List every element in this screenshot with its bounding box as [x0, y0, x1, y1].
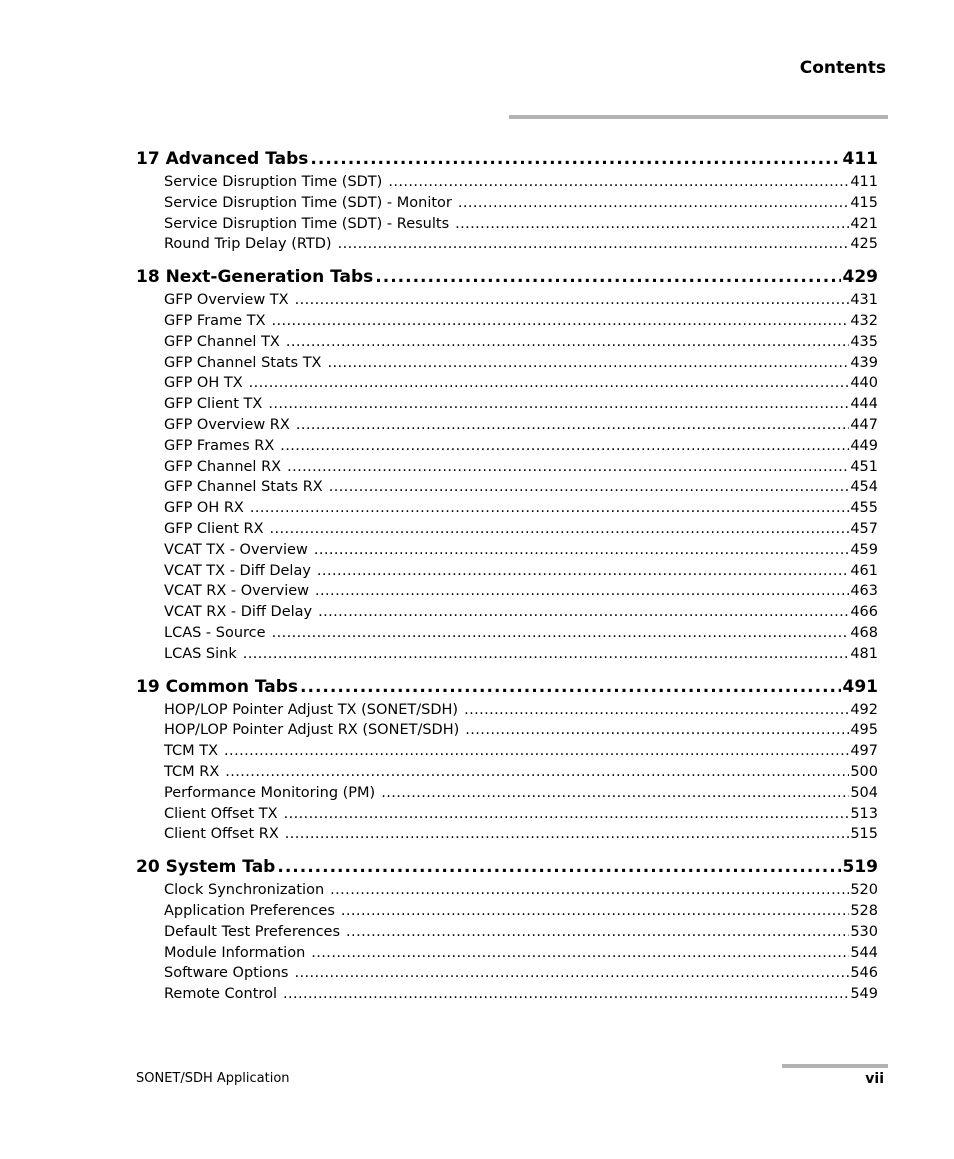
toc-entry[interactable] — [136, 602, 878, 623]
toc-entry-page: 449 — [850, 437, 878, 454]
toc-entry-page: 455 — [850, 500, 878, 517]
toc-dot-leader — [329, 477, 850, 498]
toc-dot-leader — [375, 265, 840, 289]
page-header-title: Contents — [799, 58, 886, 78]
toc-chapter-page: 519 — [842, 857, 878, 878]
toc-entry[interactable] — [136, 720, 878, 741]
toc-entry-page: 497 — [850, 743, 878, 760]
toc-entry[interactable] — [136, 477, 878, 498]
toc-entry[interactable] — [136, 519, 878, 540]
toc-entry-label: Client Offset RX — [164, 826, 279, 843]
toc-dot-leader — [280, 436, 849, 457]
toc-entry-page: 425 — [850, 236, 878, 253]
toc-entry[interactable] — [136, 311, 878, 332]
toc-entry-label: TCM TX — [164, 743, 219, 760]
toc-entry-page: 439 — [850, 354, 878, 371]
toc-entry-page: 457 — [850, 520, 878, 537]
toc-entry-label: GFP Channel TX — [164, 333, 280, 350]
toc-chapter-heading[interactable] — [136, 855, 878, 879]
toc-dot-leader — [272, 311, 850, 332]
toc-chapter-title: 19 Common Tabs — [136, 676, 299, 697]
toc-entry[interactable] — [136, 415, 878, 436]
toc-entry-label: HOP/LOP Pointer Adjust RX (SONET/SDH) — [164, 722, 460, 739]
toc-entry-label: GFP Overview TX — [164, 292, 289, 309]
toc-dot-leader — [465, 720, 849, 741]
toc-entry-page: 466 — [850, 604, 878, 621]
toc-entry[interactable] — [136, 394, 878, 415]
toc-entry[interactable] — [136, 984, 878, 1005]
toc-entry-label: GFP Frames RX — [164, 437, 275, 454]
toc-dot-leader — [458, 193, 849, 214]
toc-entry-label: Client Offset TX — [164, 805, 278, 822]
toc-entry[interactable] — [136, 963, 878, 984]
toc-entry-page: 415 — [850, 194, 878, 211]
toc-entry-label: GFP OH TX — [164, 375, 243, 392]
toc-entry-label: LCAS Sink — [164, 645, 237, 662]
toc-dot-leader — [464, 700, 849, 721]
toc-chapter — [136, 265, 878, 664]
toc-entry-label: GFP Client RX — [164, 520, 264, 537]
toc-dot-leader — [294, 963, 849, 984]
toc-entry-page: 444 — [850, 396, 878, 413]
toc-entry-page: 463 — [850, 583, 878, 600]
toc-entry[interactable] — [136, 234, 878, 255]
toc-entry-label: Performance Monitoring (PM) — [164, 784, 376, 801]
toc-entry[interactable] — [136, 172, 878, 193]
toc-entry-label: Application Preferences — [164, 902, 335, 919]
toc-entry[interactable] — [136, 436, 878, 457]
toc-chapter — [136, 675, 878, 846]
toc-dot-leader — [250, 498, 849, 519]
toc-entry[interactable] — [136, 762, 878, 783]
toc-entry-page: 500 — [850, 763, 878, 780]
toc-entry-page: 454 — [850, 479, 878, 496]
toc-dot-leader — [295, 290, 850, 311]
toc-dot-leader — [318, 602, 849, 623]
toc-dot-leader — [286, 332, 849, 353]
toc-entry-label: Service Disruption Time (SDT) - Monitor — [164, 194, 452, 211]
toc-dot-leader — [311, 943, 849, 964]
toc-entry-page: 544 — [850, 944, 878, 961]
header-divider — [509, 115, 888, 119]
toc-chapter-page: 411 — [842, 149, 878, 169]
toc-entry-page: 530 — [850, 923, 878, 940]
toc-entry[interactable] — [136, 943, 878, 964]
toc-entry[interactable] — [136, 214, 878, 235]
toc-entry[interactable] — [136, 290, 878, 311]
toc-entry-page: 504 — [850, 784, 878, 801]
toc-entry-label: GFP Frame TX — [164, 312, 266, 329]
toc-entry-page: 468 — [850, 624, 878, 641]
toc-entry-page: 528 — [850, 902, 878, 919]
toc-entry-page: 411 — [850, 174, 878, 190]
toc-entry[interactable] — [136, 922, 878, 943]
toc-entry-label: GFP OH RX — [164, 500, 244, 517]
toc-chapter-heading[interactable] — [136, 675, 878, 699]
toc-chapter-page: 491 — [842, 676, 878, 697]
toc-entry-label: TCM RX — [164, 763, 220, 780]
toc-entry[interactable] — [136, 353, 878, 374]
toc-entry[interactable] — [136, 193, 878, 214]
toc-entry[interactable] — [136, 901, 878, 922]
toc-dot-leader — [296, 415, 849, 436]
toc-dot-leader — [249, 373, 850, 394]
toc-entry-label: VCAT TX - Diff Delay — [164, 562, 311, 579]
toc-entry-label: Module Information — [164, 944, 306, 961]
toc-entry[interactable] — [136, 741, 878, 762]
toc-dot-leader — [341, 901, 849, 922]
toc-entry-label: GFP Channel Stats TX — [164, 354, 322, 371]
toc-dot-leader — [243, 644, 850, 665]
toc-dot-leader — [310, 147, 840, 171]
toc-chapter-title: 17 Advanced Tabs — [136, 149, 309, 169]
toc-entry-page: 435 — [850, 333, 878, 350]
toc-entry-label: Service Disruption Time (SDT) - Results — [164, 215, 450, 232]
toc-entry[interactable] — [136, 783, 878, 804]
toc-entry-page: 492 — [850, 701, 878, 718]
toc-chapter-title: 20 System Tab — [136, 857, 276, 878]
toc-entry-page: 451 — [850, 458, 878, 475]
toc-dot-leader — [330, 880, 849, 901]
toc-entry[interactable] — [136, 457, 878, 478]
toc-entry-label: LCAS - Source — [164, 624, 266, 641]
toc-entry-label: VCAT RX - Overview — [164, 583, 310, 600]
toc-dot-leader — [346, 922, 849, 943]
toc-entry-label: Round Trip Delay (RTD) — [164, 236, 332, 253]
toc-entry-page: 481 — [850, 645, 878, 662]
toc-dot-leader — [300, 675, 840, 699]
toc-entry-label: Remote Control — [164, 986, 277, 1003]
toc-entry[interactable] — [136, 824, 878, 845]
footer-document-title: SONET/SDH Application — [136, 1071, 290, 1086]
toc-entry[interactable] — [136, 880, 878, 901]
toc-dot-leader — [225, 762, 849, 783]
toc-dot-leader — [272, 623, 850, 644]
toc-entry-page: 431 — [850, 292, 878, 309]
toc-entry-label: Default Test Preferences — [164, 923, 341, 940]
toc-entry-page: 513 — [850, 805, 878, 822]
toc-entry-label: GFP Channel Stats RX — [164, 479, 323, 496]
toc-entry[interactable] — [136, 700, 878, 721]
toc-dot-leader — [455, 214, 849, 235]
toc-entry-label: GFP Client TX — [164, 396, 263, 413]
toc-entry-label: Service Disruption Time (SDT) — [164, 174, 383, 190]
table-of-contents — [136, 147, 878, 1015]
toc-dot-leader — [317, 561, 849, 582]
toc-entry-label: GFP Channel RX — [164, 458, 282, 475]
toc-entry-page: 461 — [850, 562, 878, 579]
toc-dot-leader — [388, 172, 849, 193]
toc-entry-page: 459 — [850, 541, 878, 558]
toc-entry-page: 432 — [850, 312, 878, 329]
toc-chapter-heading[interactable] — [136, 265, 878, 289]
footer-page-number: vii — [865, 1071, 884, 1087]
toc-dot-leader — [270, 519, 850, 540]
toc-entry-page: 495 — [850, 722, 878, 739]
toc-entry[interactable] — [136, 644, 878, 665]
toc-chapter — [136, 147, 878, 255]
toc-entry-page: 440 — [850, 375, 878, 392]
toc-dot-leader — [315, 581, 849, 602]
toc-entry-page: 520 — [850, 882, 878, 899]
toc-dot-leader — [268, 394, 849, 415]
toc-entry-page: 421 — [850, 215, 878, 232]
toc-entry-page: 546 — [850, 965, 878, 982]
toc-dot-leader — [285, 824, 850, 845]
toc-chapter-page: 429 — [842, 267, 878, 288]
toc-entry-label: HOP/LOP Pointer Adjust TX (SONET/SDH) — [164, 701, 459, 718]
toc-dot-leader — [338, 234, 850, 255]
toc-entry-label: VCAT RX - Diff Delay — [164, 604, 313, 621]
toc-entry-page: 549 — [850, 986, 878, 1003]
toc-entry-label: VCAT TX - Overview — [164, 541, 308, 558]
toc-entry[interactable] — [136, 332, 878, 353]
toc-dot-leader — [283, 984, 849, 1005]
toc-entry[interactable] — [136, 804, 878, 825]
toc-entry[interactable] — [136, 561, 878, 582]
toc-entry-label: Software Options — [164, 965, 289, 982]
toc-entry[interactable] — [136, 540, 878, 561]
toc-entry-label: GFP Overview RX — [164, 416, 290, 433]
toc-entry[interactable] — [136, 623, 878, 644]
toc-dot-leader — [314, 540, 850, 561]
toc-chapter — [136, 855, 878, 1005]
toc-dot-leader — [277, 855, 840, 879]
toc-dot-leader — [224, 741, 849, 762]
toc-entry-label: Clock Synchronization — [164, 882, 325, 899]
footer-divider — [782, 1064, 888, 1068]
toc-chapter-title: 18 Next-Generation Tabs — [136, 267, 374, 288]
toc-entry-page: 515 — [850, 826, 878, 843]
toc-dot-leader — [287, 457, 849, 478]
toc-entry[interactable] — [136, 581, 878, 602]
toc-entry[interactable] — [136, 498, 878, 519]
toc-dot-leader — [284, 804, 850, 825]
toc-dot-leader — [327, 353, 849, 374]
toc-entry-page: 447 — [850, 416, 878, 433]
toc-chapter-heading[interactable] — [136, 147, 878, 171]
toc-dot-leader — [381, 783, 849, 804]
toc-entry[interactable] — [136, 373, 878, 394]
